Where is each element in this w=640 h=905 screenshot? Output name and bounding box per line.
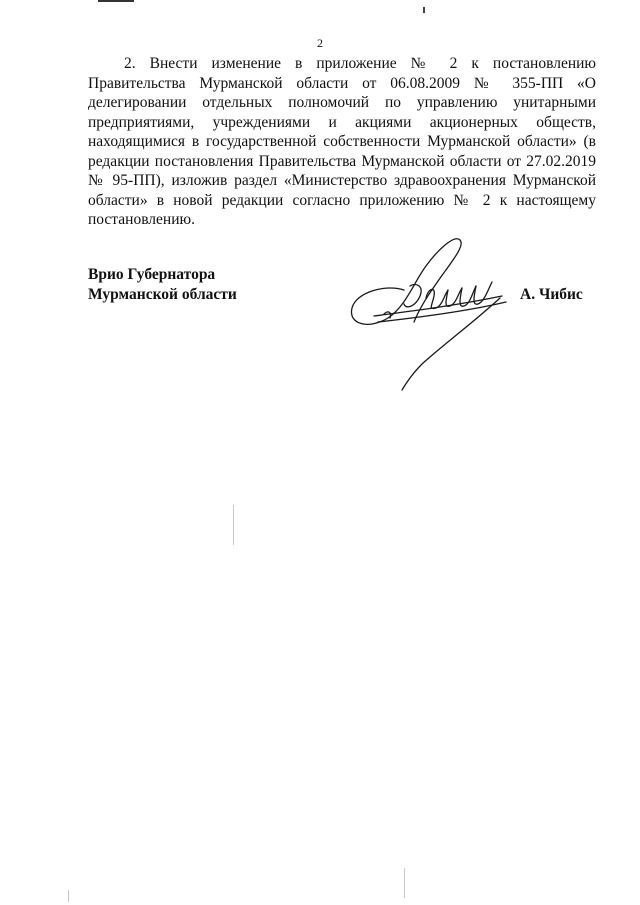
scan-artifact (423, 7, 425, 13)
paragraph-amendment: 2. Внести изменение в приложение № 2 к постановлению Правительства Мурманской области от 06.08.2009 № 355-ПП «О делегировании отдельных полномочий по управлению унитарными предприятиями, учреждениями и акциями акционерных обществ, находящимися в государственной собственности Мурманской области» (в редакции постановления Правительства Мурманской области от 27.02.2019 № 95-ПП), изложив раздел «Министерство здравоохранения Мурманской области» в новой редакции согласно приложению № 2 к настоящему постановлению. (88, 55, 596, 228)
signatory-title-line2: Мурманской области (88, 286, 237, 303)
page-number: 2 (317, 36, 323, 50)
signatory-title (88, 265, 237, 305)
handwritten-signature (344, 226, 514, 394)
scan-artifact (98, 0, 134, 2)
signatory-title-line1: Врио Губернатора (88, 266, 216, 283)
scan-artifact (233, 505, 234, 545)
signatory-name: А. Чибис (520, 286, 583, 303)
scan-artifact (68, 890, 69, 902)
scan-artifact (404, 868, 405, 898)
